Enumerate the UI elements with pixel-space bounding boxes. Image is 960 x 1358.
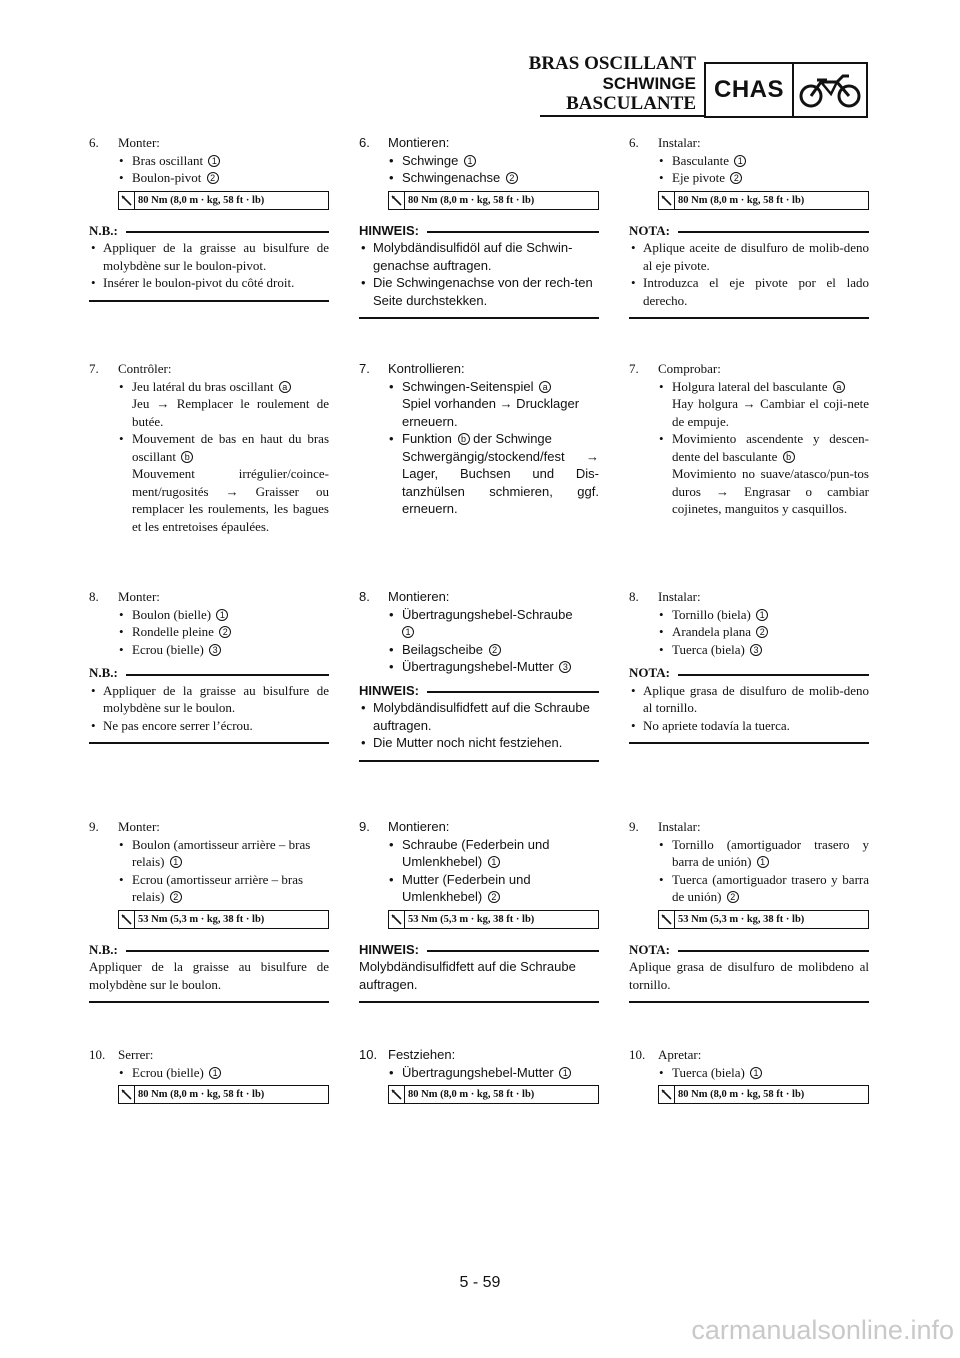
- part-label: Boulon (amortisseur arrière – bras relais): [132, 836, 311, 869]
- part-label: Ecrou (bielle): [132, 641, 204, 657]
- callout-marker: 2: [170, 891, 182, 903]
- callout-marker: 1: [756, 609, 768, 621]
- step-heading: Monter:: [118, 135, 160, 150]
- check-item: Jeu latéral du bras oscillant: [132, 378, 274, 394]
- step-heading: Monter:: [118, 589, 160, 604]
- torque-spec: [658, 191, 869, 210]
- callout-marker: 1: [464, 155, 476, 167]
- callout-marker: b: [181, 451, 193, 463]
- step-heading: Apretar:: [658, 1047, 702, 1062]
- step-number: 7.: [359, 361, 370, 376]
- callout-marker: 1: [488, 856, 500, 868]
- step-heading: Montieren:: [388, 135, 450, 150]
- callout-marker: b: [458, 433, 470, 445]
- note-label: N.B.:: [89, 222, 118, 238]
- check-result: Spiel vorhanden → Drucklager erneuern.: [402, 396, 580, 429]
- note-item: • Appliquer de la graisse au bisulfure de molybdène sur le boulon.: [89, 682, 329, 717]
- callout-marker: 2: [207, 172, 219, 184]
- note-end-rule: [89, 1001, 329, 1003]
- step-number: 6.: [359, 135, 370, 150]
- note-label: HINWEIS:: [359, 682, 419, 698]
- part-label: Arandela plana: [672, 624, 752, 639]
- callout-marker: 2: [506, 172, 518, 184]
- fr-step-10: [89, 1046, 329, 1104]
- torque-value: 80 Nm (8,0 m · kg, 58 ft · lb): [678, 194, 805, 206]
- torque-wrench-icon: [119, 192, 135, 209]
- part-label: Boulon (bielle): [132, 606, 212, 622]
- torque-value: 80 Nm (8,0 m · kg, 58 ft · lb): [408, 1089, 535, 1100]
- torque-spec: [118, 1085, 329, 1104]
- check-item: Funktion: [402, 431, 452, 446]
- step-number: 7.: [89, 361, 99, 376]
- step-heading: Instalar:: [658, 819, 701, 834]
- torque-wrench-icon: [659, 911, 675, 928]
- part-label: Basculante: [672, 152, 730, 168]
- step-number: 8.: [359, 589, 370, 604]
- note-end-rule: [629, 317, 869, 319]
- note-item: Appliquer de la graisse au bisulfure de molybdène sur le boulon.: [89, 959, 329, 992]
- note-header: [359, 682, 599, 700]
- torque-spec: [118, 910, 329, 929]
- watermark: carmanualsonline.info: [691, 1315, 954, 1345]
- part-label: Tuerca (amortiguador trasero y barra de unión): [672, 871, 869, 904]
- note-label: N.B.:: [89, 941, 118, 957]
- callout-marker: 1: [734, 155, 746, 167]
- torque-value: 53 Nm (5,3 m · kg, 38 ft · lb): [408, 913, 535, 925]
- check-result: Mouvement irrégulier/coince-ment/rugosités → Graisser ou remplacer les roulements, les bagues et les entretoises épaulées.: [132, 466, 329, 534]
- part-label: Tornillo (amortiguador trasero y barra de unión): [672, 836, 869, 869]
- part-label: Bras oscillant: [132, 152, 204, 168]
- callout-marker: 1: [170, 856, 182, 868]
- note-item: • Introduzca el eje pivote por el lado derecho.: [629, 274, 869, 309]
- part-label: Schraube (Federbein und Umlenkhebel): [402, 836, 550, 869]
- step-number: 6.: [89, 135, 99, 150]
- note-label: HINWEIS:: [359, 941, 419, 957]
- torque-spec: [118, 191, 329, 210]
- step-number: 10.: [629, 1047, 646, 1062]
- motorcycle-icon: [794, 64, 866, 116]
- step-heading: Montieren:: [388, 819, 450, 834]
- torque-spec: [388, 1085, 599, 1104]
- step-number: 8.: [629, 589, 639, 604]
- check-item: Mouvement de bas en haut du bras oscillant: [132, 431, 329, 464]
- note-item: • Molybdändisulfidöl auf die Schwin-genachse auftragen.: [359, 239, 599, 274]
- step-heading: Montieren:: [388, 589, 450, 604]
- part-label: Übertragungshebel-Mutter: [402, 1064, 554, 1080]
- step-heading: Instalar:: [658, 135, 701, 150]
- torque-value: 80 Nm (8,0 m · kg, 58 ft · lb): [678, 1089, 805, 1100]
- es-step-7: [629, 360, 869, 518]
- note-header: [629, 941, 869, 959]
- note-header: [629, 222, 869, 240]
- page-number: 5 - 59: [459, 1274, 501, 1291]
- part-label: Tornillo (biela): [672, 606, 751, 622]
- step-heading: Comprobar:: [658, 361, 721, 376]
- note-item: • Die Schwingenachse von der rech-ten Seite durchstekken.: [359, 274, 599, 309]
- note-item: Aplique grasa de disulfuro de molibdeno al tornillo.: [629, 959, 869, 992]
- de-step-10: [359, 1046, 599, 1104]
- note-end-rule: [89, 742, 329, 744]
- part-label: Ecrou (amortisseur arrière – bras relais): [132, 871, 304, 904]
- note-end-rule: [629, 1001, 869, 1003]
- callout-marker: 1: [216, 609, 228, 621]
- note-item: • Ne pas encore serrer l’écrou.: [89, 717, 329, 735]
- note-header: [359, 222, 599, 240]
- part-label: Rondelle pleine: [132, 624, 214, 639]
- part-label: Schwinge: [402, 152, 459, 168]
- note-header: [89, 664, 329, 682]
- note-header: [89, 222, 329, 240]
- check-result: Hay holgura → Cambiar el coji-nete de empuje.: [672, 396, 869, 429]
- step-number: 9.: [89, 819, 99, 834]
- title-german: SCHWINGE: [602, 74, 696, 93]
- fr-step-9: [89, 818, 329, 1003]
- note-end-rule: [89, 300, 329, 302]
- de-step-7: [359, 360, 599, 518]
- torque-wrench-icon: [389, 911, 405, 928]
- part-label: Übertragungshebel-Schraube: [402, 606, 573, 622]
- torque-wrench-icon: [389, 1086, 405, 1103]
- callout-marker: 2: [489, 644, 501, 656]
- note-label: NOTA:: [629, 941, 670, 957]
- note-header: [359, 941, 599, 959]
- step-number: 8.: [89, 589, 99, 604]
- callout-marker: b: [783, 451, 795, 463]
- part-label: Eje pivote: [672, 170, 726, 185]
- es-step-8: [629, 588, 869, 744]
- part-label: Boulon-pivot: [132, 170, 202, 185]
- torque-value: 80 Nm (8,0 m · kg, 58 ft · lb): [138, 194, 265, 206]
- es-step-9: [629, 818, 869, 1003]
- title-spanish: BASCULANTE: [566, 93, 696, 114]
- torque-wrench-icon: [119, 911, 135, 928]
- torque-value: 80 Nm (8,0 m · kg, 58 ft · lb): [138, 1089, 265, 1100]
- callout-marker: 1: [750, 1067, 762, 1079]
- title-french: BRAS OSCILLANT: [528, 53, 696, 74]
- torque-wrench-icon: [659, 192, 675, 209]
- torque-value: 80 Nm (8,0 m · kg, 58 ft · lb): [408, 194, 535, 206]
- callout-marker: 1: [559, 1067, 571, 1079]
- note-item: Molybdändisulfidfett auf die Schraube auftragen.: [359, 959, 576, 992]
- step-heading: Instalar:: [658, 589, 701, 604]
- callout-marker: 3: [559, 661, 571, 673]
- check-result: Jeu → Remplacer le roulement de butée.: [132, 396, 329, 429]
- torque-wrench-icon: [659, 1086, 675, 1103]
- section-title: [529, 54, 696, 114]
- part-label: Beilagscheibe: [402, 641, 483, 657]
- callout-marker: a: [833, 381, 845, 393]
- note-item: • Aplique grasa de disulfuro de molib-deno al tornillo.: [629, 682, 869, 717]
- note-header: [89, 941, 329, 959]
- note-label: N.B.:: [89, 665, 118, 680]
- chapter-badge: [704, 62, 868, 118]
- check-result: Schwergängig/stockend/fest → Lager, Buchsen und Dis-tanzhülsen schmieren, ggf. erneuern.: [402, 448, 599, 516]
- callout-marker: 3: [750, 644, 762, 656]
- callout-marker: 1: [209, 1067, 221, 1079]
- check-item: Schwingen-Seitenspiel: [402, 378, 534, 394]
- note-label: HINWEIS:: [359, 222, 419, 238]
- step-heading: Kontrollieren:: [388, 361, 465, 376]
- note-end-rule: [359, 317, 599, 319]
- note-item: • No apriete todavía la tuerca.: [629, 717, 869, 735]
- note-end-rule: [629, 742, 869, 744]
- part-label: Tuerca (biela): [672, 641, 745, 657]
- check-item: Holgura lateral del basculante: [672, 378, 828, 394]
- part-label: Schwingenachse: [402, 170, 501, 185]
- step-number: 10.: [359, 1047, 378, 1062]
- callout-marker: 1: [757, 856, 769, 868]
- torque-spec: [658, 910, 869, 929]
- note-header: [629, 664, 869, 682]
- fr-step-8: [89, 588, 329, 744]
- callout-marker: 1: [208, 155, 220, 167]
- note-label: NOTA:: [629, 222, 670, 238]
- de-step-6: [359, 134, 599, 319]
- callout-marker: 2: [219, 626, 231, 638]
- step-heading: Monter:: [118, 819, 160, 834]
- fr-step-7: [89, 360, 329, 535]
- part-label: Tuerca (biela): [672, 1064, 745, 1080]
- callout-marker: 2: [727, 891, 739, 903]
- note-end-rule: [359, 760, 599, 762]
- note-item: • Appliquer de la graisse au bisulfure de molybdène sur le boulon-pivot.: [89, 239, 329, 274]
- note-item: • Die Mutter noch nicht festziehen.: [359, 734, 599, 752]
- torque-spec: [388, 910, 599, 929]
- torque-spec: [658, 1085, 869, 1104]
- torque-wrench-icon: [119, 1086, 135, 1103]
- step-number: 7.: [629, 361, 639, 376]
- check-item: Movimiento ascendente y descen-dente del basculante: [672, 431, 869, 464]
- callout-marker: a: [539, 381, 551, 393]
- de-step-9: [359, 818, 599, 1003]
- callout-marker: 3: [209, 644, 221, 656]
- es-step-10: [629, 1046, 869, 1104]
- step-heading: Contrôler:: [118, 361, 172, 376]
- step-number: 6.: [629, 135, 639, 150]
- de-step-8: [359, 588, 599, 762]
- torque-wrench-icon: [389, 192, 405, 209]
- step-heading: Festziehen:: [388, 1047, 456, 1062]
- torque-value: 53 Nm (5,3 m · kg, 38 ft · lb): [678, 913, 805, 925]
- part-label: Mutter (Federbein und Umlenkhebel): [402, 871, 531, 904]
- check-item: der Schwinge: [473, 431, 552, 446]
- part-label: Übertragungshebel-Mutter: [402, 659, 554, 674]
- note-item: • Aplique aceite de disulfuro de molib-deno al eje pivote.: [629, 239, 869, 274]
- es-step-6: [629, 134, 869, 319]
- fr-step-6: [89, 134, 329, 302]
- torque-value: 53 Nm (5,3 m · kg, 38 ft · lb): [138, 913, 265, 925]
- header-underline: [540, 115, 704, 117]
- step-number: 10.: [89, 1047, 106, 1062]
- note-end-rule: [359, 1001, 599, 1003]
- callout-marker: 2: [730, 172, 742, 184]
- step-number: 9.: [629, 819, 639, 834]
- chapter-badge-label: CHAS: [706, 64, 794, 116]
- note-item: • Insérer le boulon-pivot du côté droit.: [89, 274, 329, 292]
- note-item: • Molybdändisulfidfett auf die Schraube auftragen.: [359, 699, 599, 734]
- part-label: Ecrou (bielle): [132, 1064, 204, 1080]
- note-label: NOTA:: [629, 665, 670, 680]
- torque-spec: [388, 191, 599, 210]
- callout-marker: a: [279, 381, 291, 393]
- callout-marker: 2: [488, 891, 500, 903]
- step-number: 9.: [359, 819, 370, 834]
- callout-marker: 1: [402, 626, 414, 638]
- step-heading: Serrer:: [118, 1047, 154, 1062]
- check-result: Movimiento no suave/atasco/pun-tos duros → Engrasar o cambiar cojinetes, manguitos y casquillos.: [672, 466, 869, 516]
- callout-marker: 2: [756, 626, 768, 638]
